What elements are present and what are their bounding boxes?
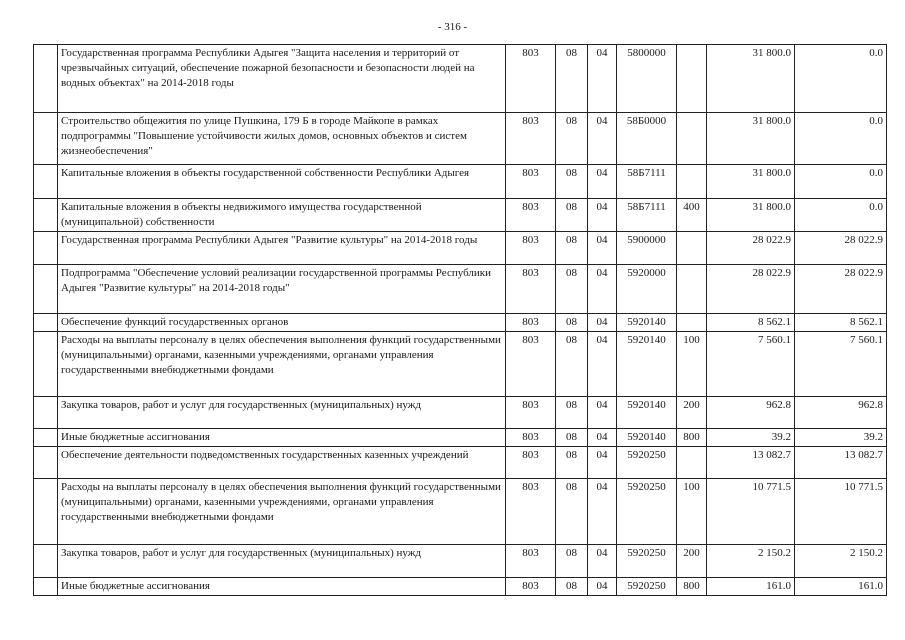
target-article-code: 5920250 xyxy=(617,578,677,596)
ved-code: 803 xyxy=(506,447,556,479)
expense-type-code: 200 xyxy=(677,397,707,429)
target-article-code: 5920140 xyxy=(617,397,677,429)
amount-1: 10 771.5 xyxy=(707,479,795,545)
ved-code: 803 xyxy=(506,314,556,332)
ved-code: 803 xyxy=(506,429,556,447)
amount-2: 39.2 xyxy=(795,429,887,447)
row-name: Подпрограмма "Обеспечение условий реализации государственной программы Республики Адыгея "Развитие культуры" на 2014-2018 годы" xyxy=(58,265,506,314)
row-name: Иные бюджетные ассигнования xyxy=(58,578,506,596)
ved-code: 803 xyxy=(506,545,556,578)
amount-1: 31 800.0 xyxy=(707,113,795,165)
amount-2: 0.0 xyxy=(795,199,887,232)
amount-2: 0.0 xyxy=(795,113,887,165)
row-name: Обеспечение функций государственных органов xyxy=(58,314,506,332)
section-code: 08 xyxy=(556,429,588,447)
ved-code: 803 xyxy=(506,479,556,545)
target-article-code: 5920140 xyxy=(617,429,677,447)
row-margin-cell xyxy=(34,479,58,545)
target-article-code: 5920250 xyxy=(617,479,677,545)
section-code: 08 xyxy=(556,113,588,165)
expense-type-code xyxy=(677,232,707,265)
subsection-code: 04 xyxy=(588,314,617,332)
row-name: Расходы на выплаты персоналу в целях обеспечения выполнения функций государственными (муниципальными) органами, казенными учреждениями, органами управления государственными внебюджетными фондами xyxy=(58,332,506,397)
expense-type-code: 800 xyxy=(677,578,707,596)
page-number: - 316 - xyxy=(437,21,468,33)
subsection-code: 04 xyxy=(588,479,617,545)
row-margin-cell xyxy=(34,265,58,314)
row-margin-cell xyxy=(34,45,58,113)
row-margin-cell xyxy=(34,332,58,397)
amount-1: 7 560.1 xyxy=(707,332,795,397)
section-code: 08 xyxy=(556,165,588,199)
row-name: Капитальные вложения в объекты государственной собственности Республики Адыгея xyxy=(58,165,506,199)
subsection-code: 04 xyxy=(588,397,617,429)
table-row xyxy=(34,447,887,479)
amount-1: 39.2 xyxy=(707,429,795,447)
table-row xyxy=(34,113,887,165)
ved-code: 803 xyxy=(506,265,556,314)
table-row xyxy=(34,429,887,447)
subsection-code: 04 xyxy=(588,113,617,165)
amount-2: 28 022.9 xyxy=(795,265,887,314)
amount-2: 8 562.1 xyxy=(795,314,887,332)
section-code: 08 xyxy=(556,314,588,332)
row-name: Расходы на выплаты персоналу в целях обеспечения выполнения функций государственными (муниципальными) органами, казенными учреждениями, органами управления государственными внебюджетными фондами xyxy=(58,479,506,545)
amount-1: 8 562.1 xyxy=(707,314,795,332)
row-name: Государственная программа Республики Адыгея "Защита населения и территорий от чрезвычайных ситуаций, обеспечение пожарной безопасности и безопасности людей на водных объектах" на 2014-2018 годы xyxy=(58,45,506,113)
subsection-code: 04 xyxy=(588,447,617,479)
row-name: Государственная программа Республики Адыгея "Развитие культуры" на 2014-2018 годы xyxy=(58,232,506,265)
amount-2: 7 560.1 xyxy=(795,332,887,397)
row-margin-cell xyxy=(34,113,58,165)
table-row xyxy=(34,545,887,578)
table-row xyxy=(34,578,887,596)
table-row xyxy=(34,165,887,199)
expense-type-code: 100 xyxy=(677,332,707,397)
target-article-code: 5920250 xyxy=(617,447,677,479)
expense-type-code xyxy=(677,447,707,479)
table-row xyxy=(34,265,887,314)
section-code: 08 xyxy=(556,199,588,232)
subsection-code: 04 xyxy=(588,265,617,314)
subsection-code: 04 xyxy=(588,332,617,397)
amount-1: 31 800.0 xyxy=(707,199,795,232)
expense-type-code xyxy=(677,45,707,113)
subsection-code: 04 xyxy=(588,545,617,578)
expense-type-code xyxy=(677,113,707,165)
amount-2: 2 150.2 xyxy=(795,545,887,578)
section-code: 08 xyxy=(556,45,588,113)
ved-code: 803 xyxy=(506,113,556,165)
subsection-code: 04 xyxy=(588,429,617,447)
section-code: 08 xyxy=(556,332,588,397)
subsection-code: 04 xyxy=(588,232,617,265)
section-code: 08 xyxy=(556,265,588,314)
target-article-code: 5920250 xyxy=(617,545,677,578)
row-margin-cell xyxy=(34,429,58,447)
table-row xyxy=(34,232,887,265)
subsection-code: 04 xyxy=(588,165,617,199)
target-article-code: 58Б7111 xyxy=(617,199,677,232)
amount-1: 2 150.2 xyxy=(707,545,795,578)
table-row xyxy=(34,479,887,545)
amount-2: 28 022.9 xyxy=(795,232,887,265)
table-row xyxy=(34,314,887,332)
amount-1: 31 800.0 xyxy=(707,45,795,113)
section-code: 08 xyxy=(556,578,588,596)
target-article-code: 58Б7111 xyxy=(617,165,677,199)
subsection-code: 04 xyxy=(588,578,617,596)
table-row xyxy=(34,199,887,232)
row-name: Иные бюджетные ассигнования xyxy=(58,429,506,447)
target-article-code: 5920000 xyxy=(617,265,677,314)
amount-2: 161.0 xyxy=(795,578,887,596)
section-code: 08 xyxy=(556,545,588,578)
expense-type-code xyxy=(677,314,707,332)
row-margin-cell xyxy=(34,578,58,596)
section-code: 08 xyxy=(556,397,588,429)
amount-2: 10 771.5 xyxy=(795,479,887,545)
section-code: 08 xyxy=(556,232,588,265)
expense-type-code xyxy=(677,265,707,314)
amount-2: 0.0 xyxy=(795,165,887,199)
amount-2: 0.0 xyxy=(795,45,887,113)
row-margin-cell xyxy=(34,397,58,429)
subsection-code: 04 xyxy=(588,199,617,232)
row-name: Строительство общежития по улице Пушкина, 179 Б в городе Майкопе в рамках подпрограммы "Повышение устойчивости жилых домов, основных объектов и систем жизнеобеспечения" xyxy=(58,113,506,165)
ved-code: 803 xyxy=(506,578,556,596)
row-margin-cell xyxy=(34,199,58,232)
target-article-code: 5900000 xyxy=(617,232,677,265)
amount-2: 962.8 xyxy=(795,397,887,429)
ved-code: 803 xyxy=(506,232,556,265)
section-code: 08 xyxy=(556,447,588,479)
ved-code: 803 xyxy=(506,332,556,397)
target-article-code: 5800000 xyxy=(617,45,677,113)
table-row xyxy=(34,332,887,397)
budget-table xyxy=(33,44,887,596)
row-name: Закупка товаров, работ и услуг для государственных (муниципальных) нужд xyxy=(58,545,506,578)
subsection-code: 04 xyxy=(588,45,617,113)
amount-1: 31 800.0 xyxy=(707,165,795,199)
expense-type-code: 200 xyxy=(677,545,707,578)
ved-code: 803 xyxy=(506,45,556,113)
target-article-code: 58Б0000 xyxy=(617,113,677,165)
ved-code: 803 xyxy=(506,199,556,232)
row-margin-cell xyxy=(34,232,58,265)
target-article-code: 5920140 xyxy=(617,314,677,332)
amount-2: 13 082.7 xyxy=(795,447,887,479)
expense-type-code: 800 xyxy=(677,429,707,447)
expense-type-code: 100 xyxy=(677,479,707,545)
ved-code: 803 xyxy=(506,165,556,199)
row-name: Обеспечение деятельности подведомственных государственных казенных учреждений xyxy=(58,447,506,479)
table-row xyxy=(34,45,887,113)
expense-type-code xyxy=(677,165,707,199)
target-article-code: 5920140 xyxy=(617,332,677,397)
amount-1: 28 022.9 xyxy=(707,265,795,314)
expense-type-code: 400 xyxy=(677,199,707,232)
row-margin-cell xyxy=(34,314,58,332)
row-margin-cell xyxy=(34,165,58,199)
ved-code: 803 xyxy=(506,397,556,429)
row-name: Закупка товаров, работ и услуг для государственных (муниципальных) нужд xyxy=(58,397,506,429)
amount-1: 161.0 xyxy=(707,578,795,596)
section-code: 08 xyxy=(556,479,588,545)
amount-1: 962.8 xyxy=(707,397,795,429)
table-row xyxy=(34,397,887,429)
row-margin-cell xyxy=(34,447,58,479)
amount-1: 28 022.9 xyxy=(707,232,795,265)
amount-1: 13 082.7 xyxy=(707,447,795,479)
row-name: Капитальные вложения в объекты недвижимого имущества государственной (муниципальной) собственности xyxy=(58,199,506,232)
row-margin-cell xyxy=(34,545,58,578)
